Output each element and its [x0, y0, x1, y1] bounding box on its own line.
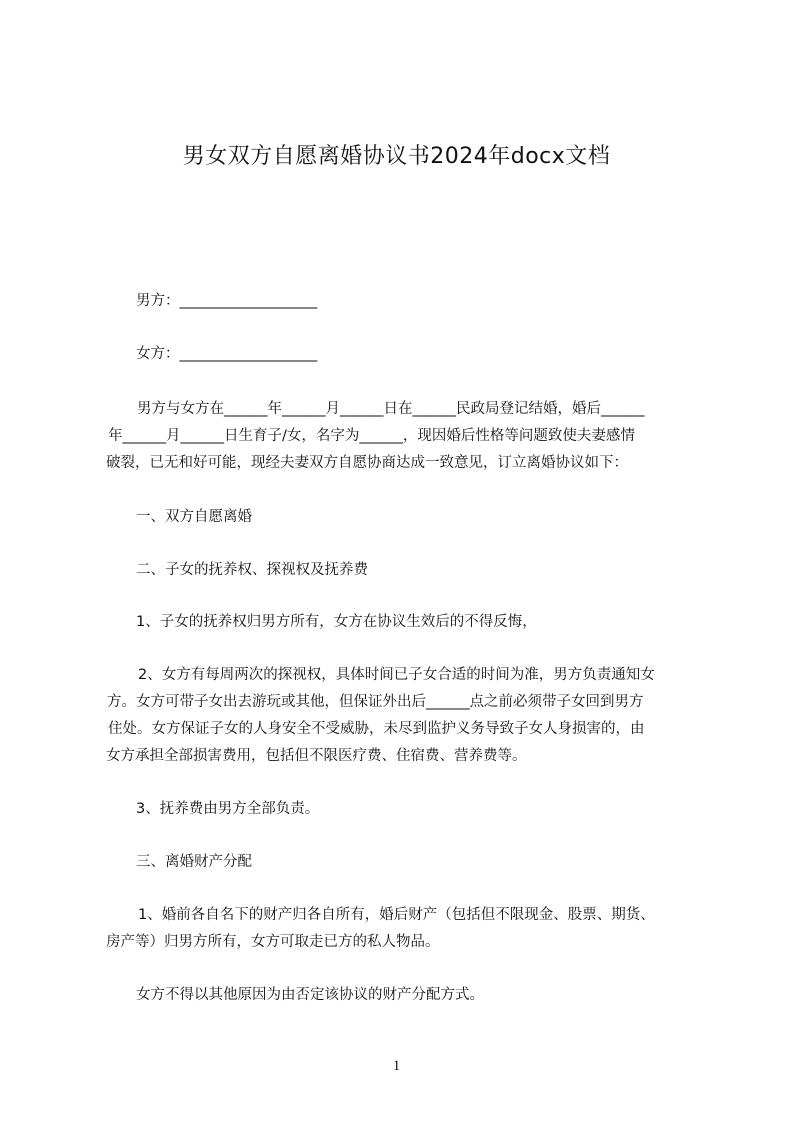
intro-line-1: 男方与女方在______年______月______日在______民政局登记结婚，婚后______ [137, 401, 645, 417]
document-title: 男女双方自愿离婚协议书2024年docx文档 [182, 144, 611, 169]
property-note: 女方不得以其他原因为由否定该协议的财产分配方式。 [136, 987, 484, 1003]
section-heading-2: 二、子女的抚养权、探视权及抚养费 [136, 562, 368, 578]
custody-clause: 1、子女的抚养权归男方所有，女方在协议生效后的不得反悔， [136, 614, 537, 630]
intro-line-3: 破裂，已无和好可能，现经夫妻双方自愿协商达成一致意见，订立离婚协议如下： [106, 455, 628, 471]
section-heading-3: 三、离婚财产分配 [136, 854, 252, 870]
female-party-line: 女方：___________________ [136, 346, 318, 362]
intro-line-2: 年______月______日生育子/女，名字为______，现因婚后性格等问题致使夫妻感情 [108, 428, 635, 444]
support-fee-clause: 3、抚养费由男方全部负责。 [136, 801, 320, 817]
visitation-clause-line-4: 女方承担全部损害费用，包括但不限医疗费、住宿费、营养费等。 [106, 748, 527, 764]
page-number: 1 [392, 1058, 401, 1074]
visitation-clause-line-1: 2、女方有每周两次的探视权，具体时间已子女合适的时间为准，男方负责通知女 [138, 667, 655, 683]
male-party-line: 男方：___________________ [136, 293, 318, 309]
property-clause-line-2: 房产等）归男方所有，女方可取走已方的私人物品。 [106, 934, 440, 950]
property-clause-line-1: 1、婚前各自名下的财产归各自所有，婚后财产（包括但不限现金、股票、期货、 [138, 907, 655, 923]
visitation-clause-line-2: 方。女方可带子女出去游玩或其他，但保证外出后______点之前必须带子女回到男方 [107, 694, 644, 710]
visitation-clause-line-3: 住处。女方保证子女的人身安全不受威胁，未尽到监护义务导致子女人身损害的，由 [108, 721, 645, 737]
section-heading-1: 一、双方自愿离婚 [136, 509, 252, 525]
